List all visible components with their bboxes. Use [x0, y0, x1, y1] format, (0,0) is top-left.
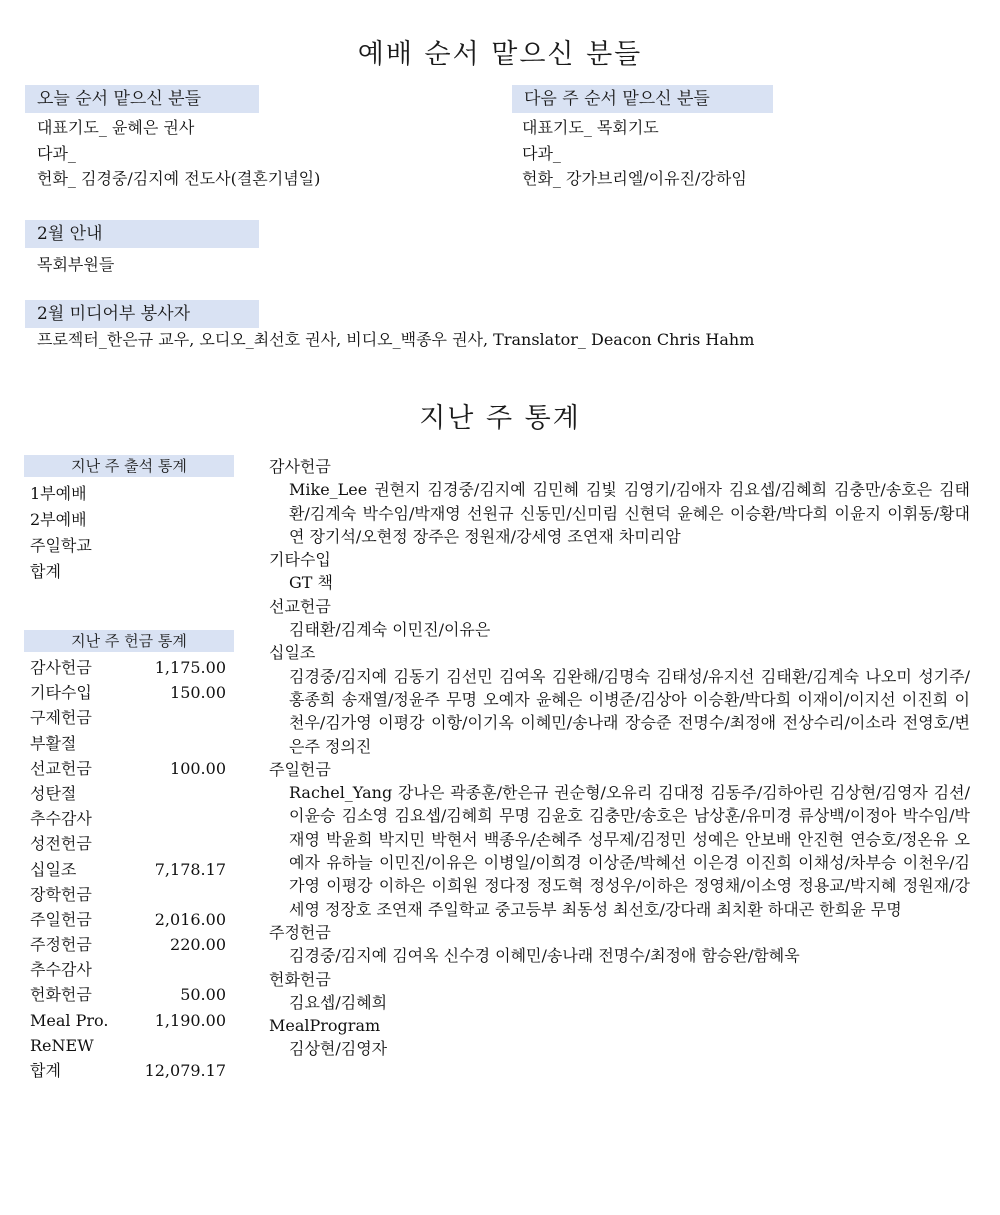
giver-category: 주일헌금 — [269, 759, 331, 779]
stats-title: 지난 주 통계 — [419, 403, 581, 434]
offering-label: 추수감사 — [30, 960, 92, 980]
offering-row — [30, 1033, 226, 1058]
offering-row — [30, 831, 226, 856]
offering-row — [30, 857, 226, 882]
offering-label: 구제헌금 — [30, 708, 92, 728]
media-volunteers-text: 프로젝터_한은규 교우, 오디오_최선호 권사, 비디오_백종우 권사, Translator_ Deacon Chris Hahm — [37, 330, 755, 349]
attendance-row: 1부예배 — [30, 484, 87, 503]
giver-category: 감사헌금 — [269, 457, 331, 476]
attendance-header: 지난 주 출석 통계 — [24, 455, 234, 477]
giver-names: 김경중/김지예 김여옥 신수경 이혜민/송나래 전명수/최정애 함승완/함혜욱 — [289, 946, 800, 966]
giver-category: 선교헌금 — [269, 596, 331, 616]
offering-label: 장학헌금 — [30, 884, 92, 904]
offering-row — [30, 680, 226, 705]
offering-label: 기타수입 — [30, 683, 92, 703]
offering-amount: 150.00 — [170, 683, 226, 703]
offering-label: 헌화헌금 — [30, 985, 92, 1005]
offering-label: 추수감사 — [30, 809, 92, 829]
offering-amount: 1,190.00 — [154, 1010, 226, 1030]
offering-row — [30, 756, 226, 781]
offering-label: 부활절 — [30, 733, 77, 753]
offering-header: 지난 주 헌금 통계 — [24, 630, 234, 652]
giver-category: MealProgram — [269, 1016, 381, 1036]
offering-row — [30, 1008, 226, 1033]
next-week-roles-header: 다음 주 순서 맡으신 분들 — [512, 85, 773, 113]
page-title: 예배 순서 맡으신 분들 — [357, 39, 643, 70]
today-role-refreshments: 다과_ — [37, 143, 76, 163]
attendance-row: 주일학교 — [30, 536, 92, 555]
offering-total-amount: 12,079.17 — [144, 1061, 226, 1080]
giver-category: 기타수입 — [269, 550, 331, 570]
offering-label: ReNEW — [30, 1035, 94, 1055]
giver-category: 헌화헌금 — [269, 969, 331, 989]
offering-row — [30, 932, 226, 957]
offering-row — [30, 907, 226, 932]
giver-names: 김경중/김지예 김동기 김선민 김여옥 김완해/김명숙 김태성/유지선 김태환/김계숙 나오미 성기주/홍종희 송재열/정윤주 무명 오예자 윤혜은 이병준/김상아 이승환/박다희 이재이/이지선 이진희 이천우/김가영 이평강 이항/이기옥 이혜민/송나래 장승준 전명수/최정애 전상수리/이소라 전영호/변은주 정의진 — [289, 666, 970, 756]
offering-total-row — [30, 1058, 226, 1083]
offering-label: 감사헌금 — [30, 658, 92, 677]
offering-amount: 1,175.00 — [154, 658, 226, 677]
offering-label: 주일헌금 — [30, 909, 92, 929]
offering-row — [30, 982, 226, 1007]
giver-names: 김요셉/김혜희 — [289, 992, 388, 1012]
offering-label: 성탄절 — [30, 783, 77, 803]
offering-amount: 7,178.17 — [154, 859, 226, 879]
offering-table — [30, 655, 226, 1083]
giver-names: 김상현/김영자 — [289, 1039, 388, 1059]
offering-label: 성전헌금 — [30, 834, 92, 854]
offering-total-label: 합계 — [30, 1061, 61, 1080]
next-week-roles-list — [522, 115, 747, 192]
next-week-role-flowers: 헌화_ 강가브리엘/이유진/강하임 — [522, 169, 747, 188]
offering-label: 십일조 — [30, 859, 77, 879]
offering-label: 선교헌금 — [30, 758, 92, 778]
offering-label: Meal Pro. — [30, 1010, 109, 1030]
giver-names: Rachel_Yang 강나은 곽종훈/한은규 권순형/오유리 김대정 김동주/김하아린 김상현/김영자 김션/이윤승 김소영 김요셉/김혜희 무명 김윤호 김충만/송호은 남상훈/유미경 류상백/이정아 박수임/박재영 박윤희 박지민 박현서 백종우/손혜주 성무제/김정민 성예은 안보배 안진현 연승호/정온유 오예자 유하늘 이민진/이유은 이병일/이희경 이상준/박혜선 이은경 이진희 이채성/차부승 이천우/김가영 이평강 이하은 이희원 정다정 정도혁 정성우/이하은 정영채/이소영 정용교/박지혜 정원재/강세영 정장호 조연재 주일학교 중고등부 최동성 최선호/강다래 최치환 하대곤 한희윤 무명 — [289, 783, 970, 919]
offering-row — [30, 731, 226, 756]
attendance-list — [30, 481, 92, 585]
today-roles-list — [37, 115, 320, 192]
giver-names: 김태환/김계숙 이민진/이유은 — [289, 620, 491, 640]
giver-category: 십일조 — [269, 643, 316, 663]
giver-names: GT 책 — [289, 573, 333, 593]
february-notice-text: 목회부원들 — [37, 255, 115, 274]
offering-amount: 100.00 — [170, 758, 226, 778]
attendance-row: 2부예배 — [30, 510, 87, 529]
offering-label: 주정헌금 — [30, 935, 92, 955]
offering-row — [30, 781, 226, 806]
next-week-role-prayer: 대표기도_ 목회기도 — [522, 118, 659, 137]
offering-row — [30, 882, 226, 907]
today-role-prayer: 대표기도_ 윤혜은 권사 — [37, 118, 195, 137]
offering-amount: 2,016.00 — [154, 909, 226, 929]
offering-row — [30, 957, 226, 982]
offering-row — [30, 705, 226, 730]
today-role-flowers: 헌화_ 김경중/김지예 전도사(결혼기념일) — [37, 169, 321, 188]
offering-amount: 220.00 — [170, 935, 226, 955]
attendance-row: 합계 — [30, 562, 61, 581]
offering-row — [30, 655, 226, 680]
givers-section — [269, 455, 970, 1061]
giver-category: 주정헌금 — [269, 922, 331, 942]
offering-row — [30, 806, 226, 831]
offering-amount: 50.00 — [180, 985, 226, 1005]
media-volunteers-header: 2월 미디어부 봉사자 — [25, 300, 259, 328]
february-notice-header: 2월 안내 — [25, 220, 259, 248]
today-roles-header: 오늘 순서 맡으신 분들 — [25, 85, 259, 113]
next-week-role-refreshments: 다과_ — [522, 143, 561, 163]
giver-names: Mike_Lee 권현지 김경중/김지예 김민혜 김빛 김영기/김애자 김요셉/김혜희 김충만/송호은 김태환/김계숙 박수임/박재영 선원규 신동민/신미림 신현덕 윤혜은 이승환/박다희 이윤지 이휘동/황대연 장기석/오현정 장주은 정원재/강세영 조연재 차미리암 — [289, 480, 970, 546]
